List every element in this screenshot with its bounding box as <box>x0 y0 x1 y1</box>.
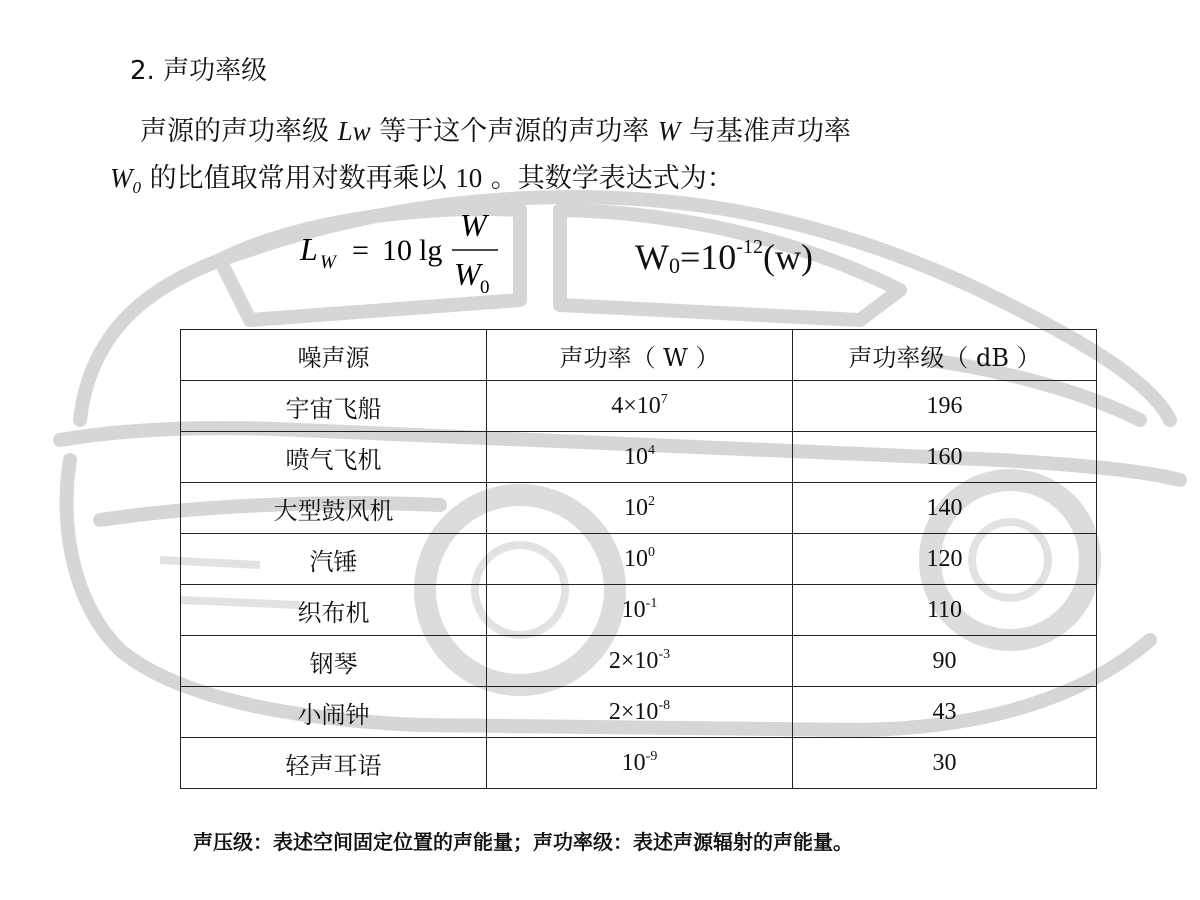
table-row <box>181 687 1097 738</box>
lw-symbol: Lw <box>337 116 371 146</box>
table-row <box>181 636 1097 687</box>
cell-source: 大型鼓风机 <box>181 483 487 534</box>
cell-power: $2\times 10^{-8}$ <box>487 687 793 738</box>
para-text-1b: 等于这个声源的声功率 <box>379 116 650 147</box>
w-symbol: W <box>657 116 681 146</box>
reference-power-definition <box>635 236 813 279</box>
ref-sub: 0 <box>668 253 680 278</box>
formula-equals: = <box>352 234 369 267</box>
formula-denominator: W <box>454 256 481 292</box>
ref-eq: =10 <box>679 237 737 277</box>
cell-power: $10^0$ <box>487 534 793 585</box>
ref-exp: -12 <box>736 236 763 258</box>
formula-lhs: L <box>300 231 318 267</box>
cell-power: $10^{-1}$ <box>487 585 793 636</box>
w0-symbol: W <box>110 163 133 193</box>
sound-power-table <box>180 329 1097 789</box>
cell-source: 小闹钟 <box>181 687 487 738</box>
footnote: 声压级：表述空间固定位置的声能量；声功率级：表述声源辐射的声能量。 <box>193 830 853 854</box>
table-row <box>181 534 1097 585</box>
cell-level: 196 <box>793 381 1097 432</box>
cell-level: 30 <box>793 738 1097 789</box>
cell-power: $10^4$ <box>487 432 793 483</box>
header-level: 声功率级（ dB ） <box>793 330 1097 381</box>
header-power: 声功率（ W ） <box>487 330 793 381</box>
cell-power: $10^2$ <box>487 483 793 534</box>
para-text-1c: 与基准声功率 <box>688 116 851 147</box>
sound-power-formula <box>300 200 520 310</box>
cell-level: 120 <box>793 534 1097 585</box>
cell-power: $4\times 10^7$ <box>487 381 793 432</box>
formula-coef: 10 <box>382 234 412 267</box>
formula-lhs-sub: W <box>320 252 336 273</box>
table-row <box>181 738 1097 789</box>
cell-source: 轻声耳语 <box>181 738 487 789</box>
ref-unit: (w) <box>762 237 813 277</box>
cell-power: $10^{-9}$ <box>487 738 793 789</box>
section-heading: 2. 声功率级 <box>130 56 268 86</box>
ref-symbol: W <box>635 237 669 277</box>
formula-lg: lg <box>419 234 443 267</box>
definition-paragraph <box>110 108 1010 211</box>
cell-level: 140 <box>793 483 1097 534</box>
table-row <box>181 381 1097 432</box>
para-text-1a: 声源的声功率级 <box>140 116 329 147</box>
cell-level: 90 <box>793 636 1097 687</box>
cell-source: 喷气飞机 <box>181 432 487 483</box>
table-row <box>181 432 1097 483</box>
cell-power: $2\times 10^{-3}$ <box>487 636 793 687</box>
cell-source: 织布机 <box>181 585 487 636</box>
cell-source: 宇宙飞船 <box>181 381 487 432</box>
table-row <box>181 483 1097 534</box>
ten-number: 10 <box>455 163 483 193</box>
header-source: 噪声源 <box>181 330 487 381</box>
para-text-2b: 。其数学表达式为： <box>490 163 734 194</box>
w0-subscript: 0 <box>132 178 141 197</box>
cell-source: 汽锤 <box>181 534 487 585</box>
table-row <box>181 585 1097 636</box>
table-header-row <box>181 330 1097 381</box>
cell-level: 110 <box>793 585 1097 636</box>
para-text-2a: 的比值取常用对数再乘以 <box>149 163 447 194</box>
formula-denominator-sub: 0 <box>480 277 490 298</box>
cell-level: 160 <box>793 432 1097 483</box>
formula-numerator: W <box>460 207 487 243</box>
cell-source: 钢琴 <box>181 636 487 687</box>
cell-level: 43 <box>793 687 1097 738</box>
